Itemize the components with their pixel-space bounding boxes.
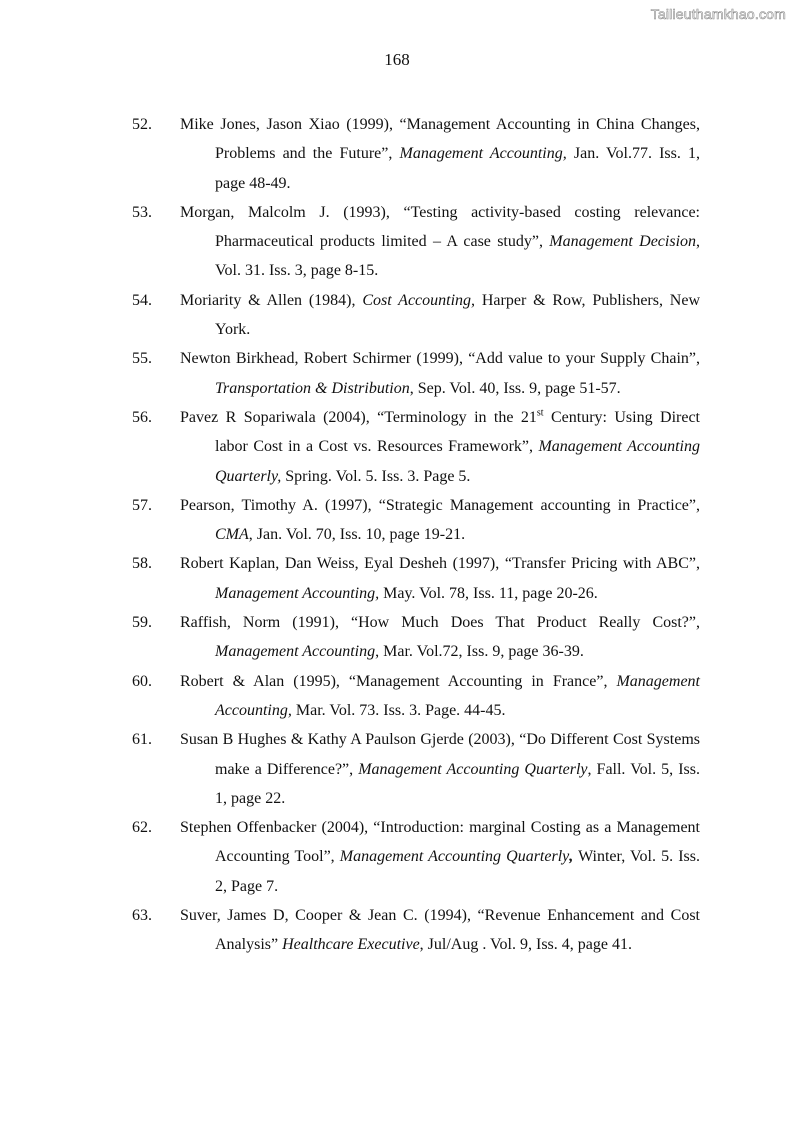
page-number: 168 bbox=[384, 50, 410, 69]
reference-text: Morgan, Malcolm J. (1993), “Testing activity-based costing relevance: Pharmaceutical products limited – A case study”, bbox=[180, 203, 700, 251]
reference-text: , Fall. Vol. 5, Iss. 1, page 22. bbox=[215, 760, 700, 807]
reference-text: Susan B Hughes & Kathy A Paulson Gjerde (2003), “Do Different Cost Systems make a Difference?”, bbox=[180, 731, 700, 778]
reference-text: Harper & Row, Publishers, New York. bbox=[215, 291, 700, 339]
reference-item bbox=[132, 549, 700, 608]
reference-punctuation: , bbox=[569, 848, 574, 866]
reference-source-title: Management Accounting, bbox=[399, 145, 567, 163]
reference-text: Stephen Offenbacker (2004), “Introduction: marginal Costing as a Management Accounting Tool”, bbox=[180, 819, 700, 866]
reference-item bbox=[132, 403, 700, 491]
reference-text: Mike Jones, Jason Xiao (1999), “Management Accounting in China Changes, Problems and the Future”, bbox=[180, 116, 700, 163]
reference-source-title: Transportation & Distribution bbox=[215, 379, 410, 397]
reference-text: Moriarity & Allen (1984), bbox=[180, 291, 363, 309]
reference-number: 52. bbox=[132, 116, 152, 133]
reference-text: , Jan. Vol. 70, Iss. 10, page 19-21. bbox=[248, 526, 466, 544]
reference-source-title: CMA bbox=[215, 526, 249, 544]
reference-text: Mar. Vol. 73. Iss. 3. Page. 44-45. bbox=[291, 701, 506, 719]
reference-text: Newton Birkhead, Robert Schirmer (1999), “Add value to your Supply Chain”, bbox=[180, 350, 700, 368]
reference-text: , Mar. Vol.72, Iss. 9, page 36-39. bbox=[375, 643, 584, 661]
watermark-text: Tailieuthamkhao.com bbox=[650, 6, 786, 22]
reference-number: 59. bbox=[132, 614, 152, 632]
reference-item bbox=[132, 667, 700, 726]
reference-number: 54. bbox=[132, 291, 152, 309]
reference-number: 57. bbox=[132, 496, 152, 514]
reference-list bbox=[132, 110, 700, 960]
reference-source-title: Management Accounting Quarterly bbox=[339, 848, 570, 866]
reference-number: 53. bbox=[132, 203, 152, 221]
reference-item bbox=[132, 286, 700, 345]
reference-source-title: Management Accounting Quarterly bbox=[358, 760, 588, 778]
reference-text: Century: Using Direct labor Cost in a Cost vs. Resources Framework”, bbox=[215, 408, 700, 456]
reference-item bbox=[132, 491, 700, 550]
reference-text: Robert Kaplan, Dan Weiss, Eyal Desheh (1997), “Transfer Pricing with ABC”, bbox=[180, 555, 700, 573]
reference-number: 61. bbox=[132, 731, 152, 749]
reference-source-title: Management Accounting Quarterly, bbox=[215, 438, 700, 485]
reference-source-title: Cost Accounting, bbox=[362, 291, 476, 309]
reference-number: 58. bbox=[132, 555, 152, 573]
reference-text: Spring. Vol. 5. Iss. 3. Page 5. bbox=[281, 467, 471, 485]
reference-text: Robert & Alan (1995), “Management Accounting in France”, bbox=[180, 672, 617, 690]
reference-item bbox=[132, 110, 700, 198]
reference-text: Pearson, Timothy A. (1997), “Strategic Management accounting in Practice”, bbox=[180, 496, 700, 514]
reference-number: 62. bbox=[132, 819, 152, 837]
reference-item bbox=[132, 344, 700, 403]
reference-item bbox=[132, 813, 700, 901]
reference-text: Winter, Vol. 5. Iss. 2, Page 7. bbox=[215, 848, 700, 895]
reference-item bbox=[132, 608, 700, 667]
reference-number: 60. bbox=[132, 672, 152, 690]
reference-source-title: Management Decision bbox=[549, 233, 697, 251]
reference-text: Pavez R Sopariwala (2004), “Terminology in the 21 bbox=[180, 408, 537, 426]
reference-text: Jan. Vol.77. Iss. 1, page 48-49. bbox=[215, 145, 701, 192]
reference-number: 63. bbox=[132, 907, 152, 925]
reference-source-title: Healthcare Executive bbox=[282, 936, 420, 954]
reference-text: Raffish, Norm (1991), “How Much Does That Product Really Cost?”, bbox=[180, 614, 700, 632]
reference-text: , Jul/Aug . Vol. 9, Iss. 4, page 41. bbox=[419, 936, 632, 954]
reference-source-title: Management Accounting, bbox=[215, 584, 380, 602]
reference-text: Suver, James D, Cooper & Jean C. (1994), “Revenue Enhancement and Cost Analysis” bbox=[180, 907, 700, 954]
reference-item bbox=[132, 901, 700, 960]
reference-text: , Sep. Vol. 40, Iss. 9, page 51-57. bbox=[409, 379, 621, 397]
reference-item bbox=[132, 198, 700, 286]
reference-text: May. Vol. 78, Iss. 11, page 20-26. bbox=[379, 584, 598, 602]
reference-source-title: Management Accounting, bbox=[215, 672, 700, 719]
reference-superscript: st bbox=[536, 407, 544, 419]
reference-number: 55. bbox=[132, 350, 152, 368]
reference-number: 56. bbox=[132, 408, 152, 426]
reference-item bbox=[132, 725, 700, 813]
reference-text: , Vol. 31. Iss. 3, page 8-15. bbox=[215, 233, 701, 280]
reference-source-title: Management Accounting bbox=[215, 643, 376, 661]
